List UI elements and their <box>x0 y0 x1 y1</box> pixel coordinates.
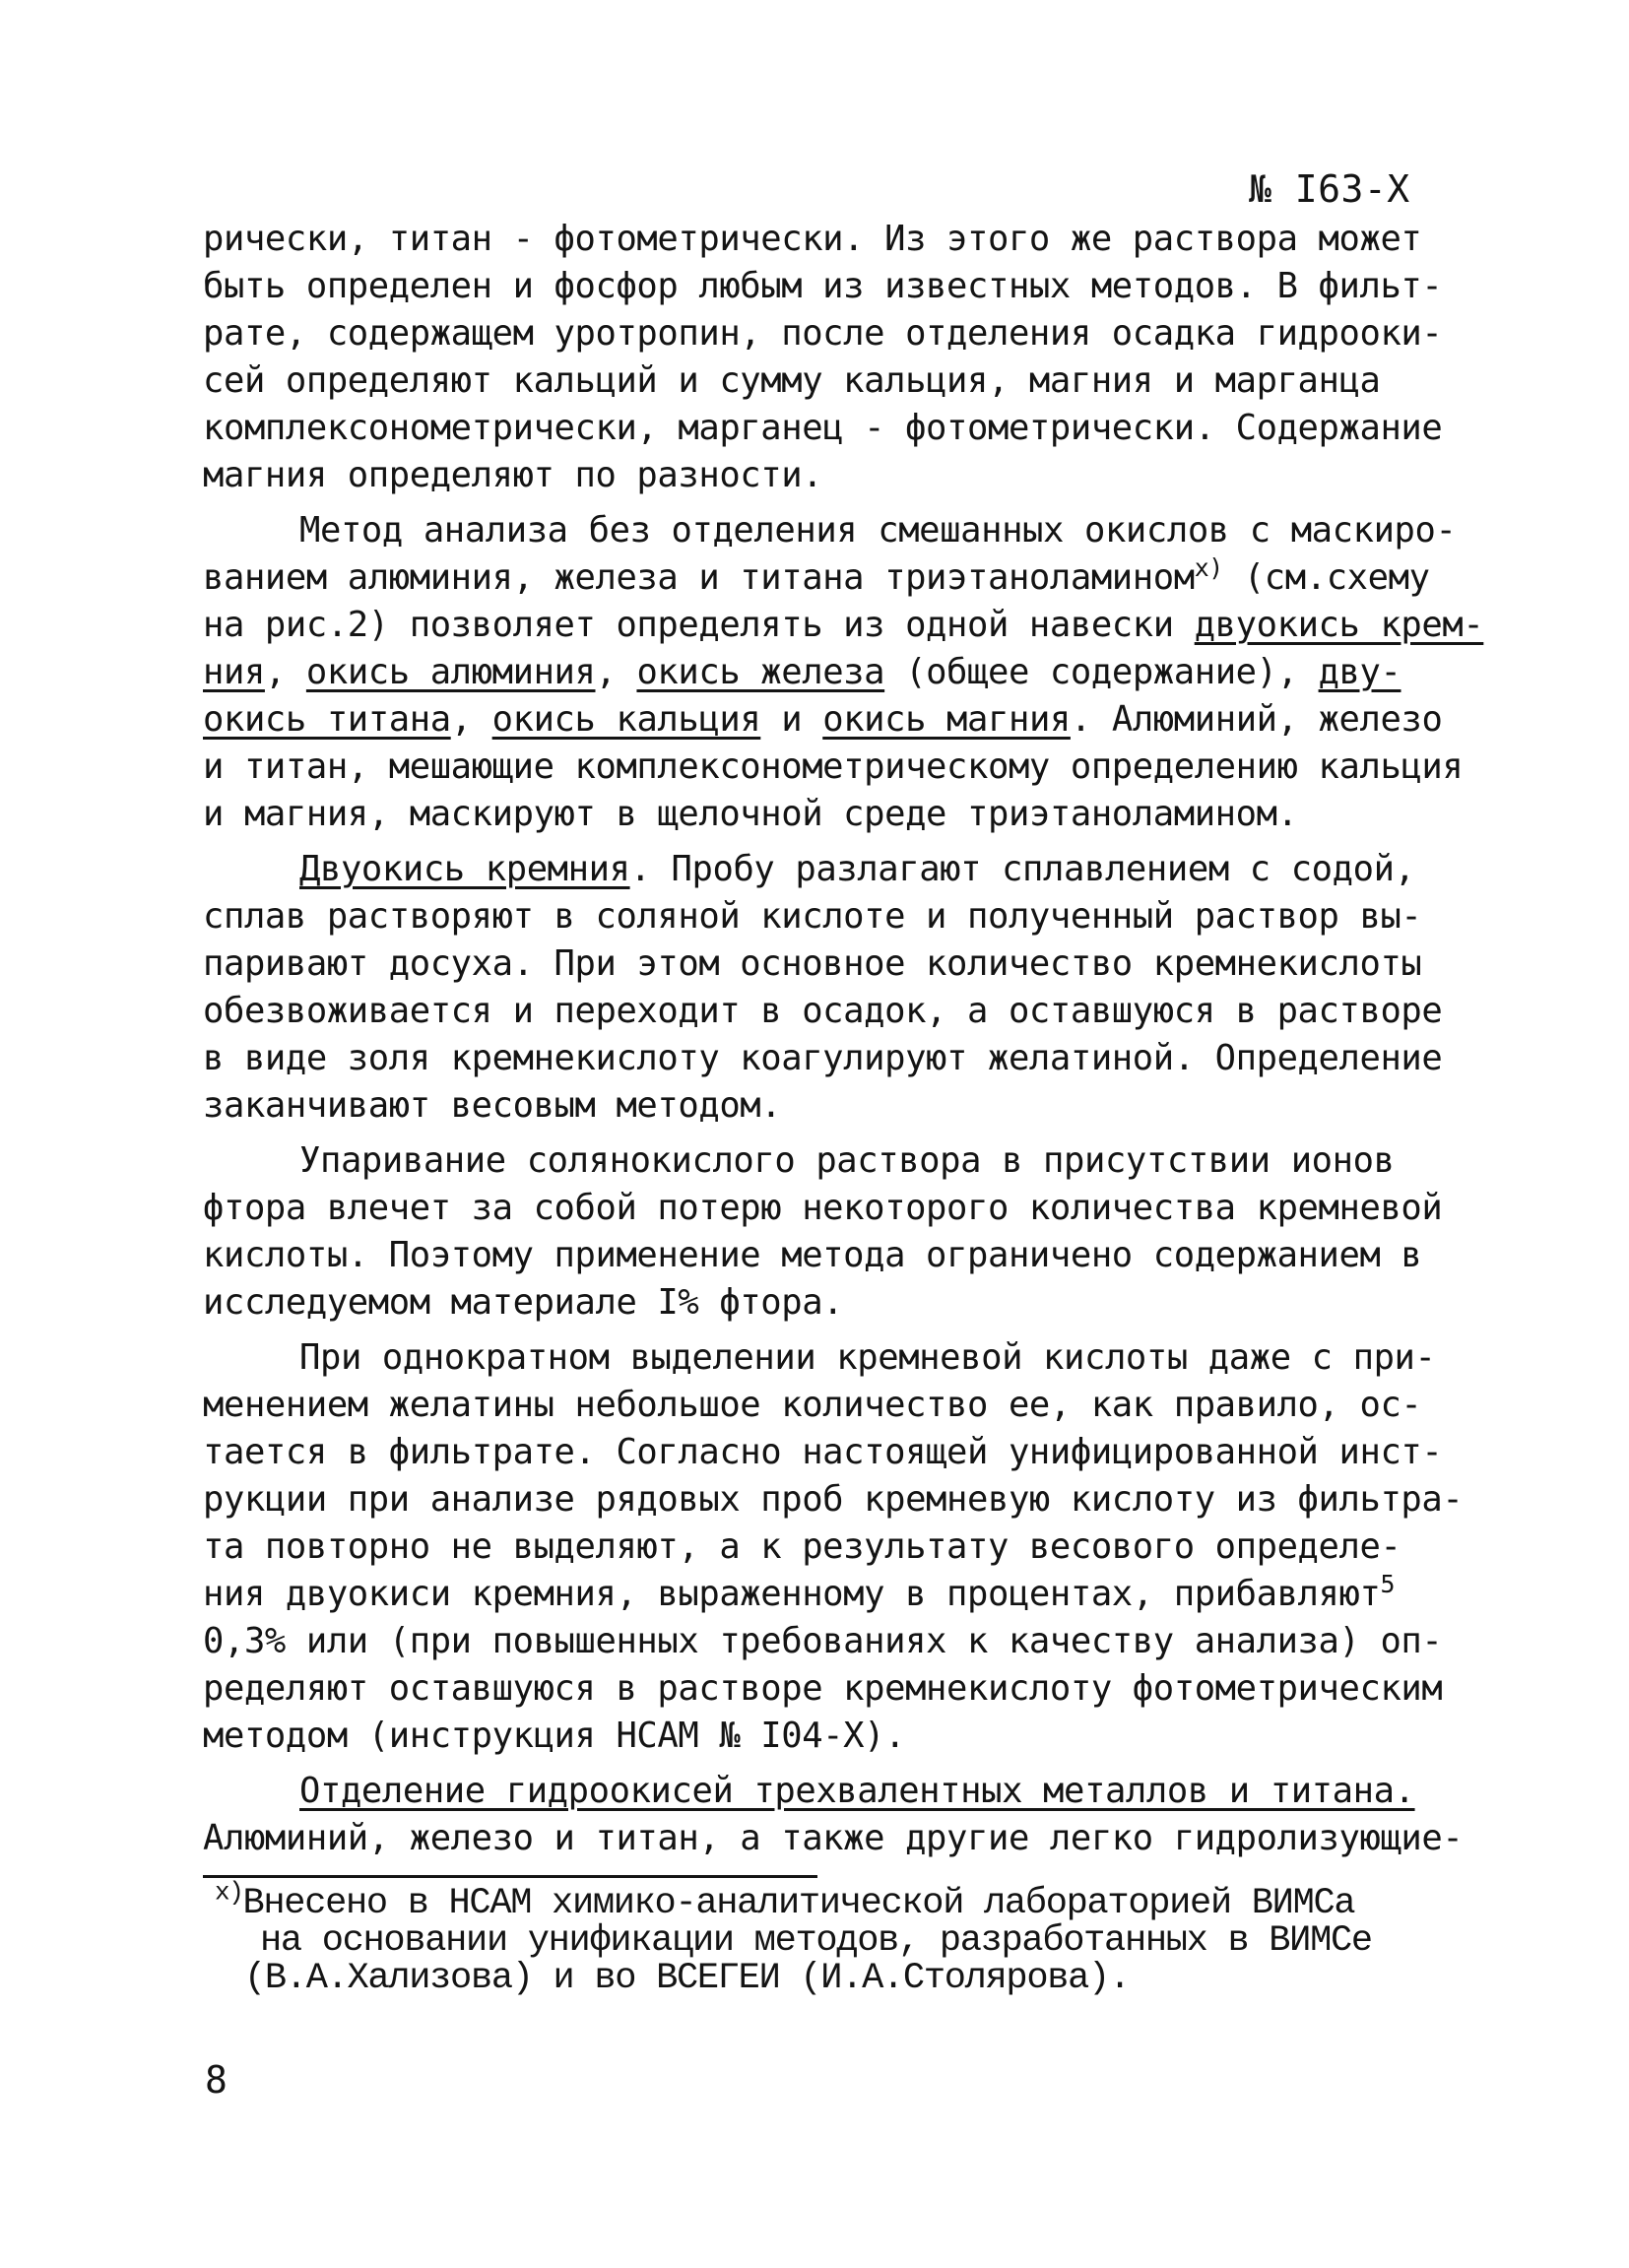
text-span: , <box>595 652 637 692</box>
text-line <box>203 553 1430 598</box>
margin-marker: 5 <box>1380 1570 1396 1599</box>
text-span: ванием алюминия, железа и титана триэтаноламином <box>203 557 1195 598</box>
text-line: сей определяют кальций и сумму кальция, магния и марганца <box>203 360 1381 401</box>
text-line: Упаривание солянокислого раствора в присутствии ионов <box>299 1140 1395 1181</box>
text-span: ния двуокиси кремния, выраженному в процентах, прибавляют <box>203 1574 1381 1614</box>
text-line: и титан, мешающие комплексонометрическому определению кальция <box>203 746 1464 787</box>
text-span: , <box>450 699 492 740</box>
footnote-line: (В.А.Хализова) и во ВСЕГЕИ (И.А.Столярова). <box>244 1958 1130 1999</box>
text-line <box>203 652 1401 692</box>
text-line: тается в фильтрате. Согласно настоящей унифицированной инст- <box>203 1432 1443 1472</box>
text-line <box>299 1771 1415 1811</box>
text-line: в виде золя кремнекислоту коагулируют желатиной. Определение <box>203 1038 1443 1078</box>
text-line: обезвоживается и переходит в осадок, а оставшуюся в растворе <box>203 991 1443 1031</box>
text-span: на рис.2) позволяет определять из одной навески <box>203 605 1195 645</box>
text-line: исследуемом материале I% фтора. <box>203 1282 844 1323</box>
text-line: менением желатины небольшое количество ее, как правило, ос- <box>203 1385 1422 1425</box>
text-line: 0,3% или (при повышенных требованиях к качеству анализа) оп- <box>203 1621 1443 1661</box>
text-line: сплав растворяют в соляной кислоте и полученный раствор вы- <box>203 896 1422 937</box>
text-line: заканчивают весовым методом. <box>203 1085 782 1126</box>
text-line: ределяют оставшуюся в растворе кремнекислоту фотометрическим <box>203 1668 1443 1709</box>
underlined-term: двуокись крем- <box>1194 605 1484 645</box>
text-span: . Пробу разлагают сплавлением с содой, <box>629 849 1415 889</box>
text-line: рате, содержащем уротропин, после отделения осадка гидрооки- <box>203 313 1443 354</box>
footnote-marker: х) <box>215 1877 243 1908</box>
footnote-marker: х) <box>1194 553 1223 583</box>
document-number: № I63-Х <box>1249 167 1410 211</box>
text-line: При однократном выделении кремневой кислоты даже с при- <box>299 1337 1436 1378</box>
text-span: , <box>264 652 306 692</box>
text-line: паривают досуха. При этом основное количество кремнекислоты <box>203 943 1422 984</box>
text-line: кислоты. Поэтому применение метода ограничено содержанием в <box>203 1235 1422 1275</box>
text-line <box>299 849 1415 889</box>
text-line <box>203 699 1442 740</box>
section-heading: Отделение гидроокисей трехвалентных металлов и титана. <box>299 1771 1415 1811</box>
text-line: та повторно не выделяют, а к результату весового определе- <box>203 1526 1401 1567</box>
footnote-line: на основании унификации методов, разработанных в ВИМСе <box>260 1920 1372 1962</box>
text-span: (общее содержание), <box>884 652 1319 692</box>
text-span: и <box>760 699 823 740</box>
text-span: . Алюминий, железо <box>1070 699 1443 740</box>
text-line: методом (инструкция НСАМ № I04-Х). <box>203 1716 906 1756</box>
underlined-term: дву- <box>1318 652 1401 692</box>
text-line: магния определяют по разности. <box>203 455 823 495</box>
text-span: (см.схему <box>1222 557 1430 598</box>
footnote-text: Внесено в НСАМ химико-аналитической лабораторией ВИМСа <box>242 1883 1355 1924</box>
text-line <box>203 605 1483 645</box>
text-line: и магния, маскируют в щелочной среде триэтаноламином. <box>203 794 1298 834</box>
text-line <box>203 1570 1396 1614</box>
text-line: комплексонометрически, марганец - фотометрически. Содержание <box>203 408 1443 448</box>
page-number: 8 <box>205 2058 228 2102</box>
underlined-term: ния <box>203 652 265 692</box>
text-line: быть определен и фосфор любым из известных методов. В фильт- <box>203 266 1443 306</box>
text-line: рически, титан - фотометрически. Из этого же раствора может <box>203 219 1422 259</box>
text-line: Метод анализа без отделения смешанных окислов с маскиро- <box>299 510 1457 551</box>
underlined-term: окись железа <box>636 652 885 692</box>
underlined-term: окись магния <box>822 699 1071 740</box>
footnote-rule <box>203 1875 817 1878</box>
text-line: фтора влечет за собой потерю некоторого количества кремневой <box>203 1188 1443 1228</box>
text-line: рукции при анализе рядовых проб кремневую кислоту из фильтра- <box>203 1479 1464 1520</box>
underlined-term: окись кальция <box>491 699 761 740</box>
underlined-term: окись титана <box>203 699 451 740</box>
underlined-term: окись алюминия <box>305 652 596 692</box>
text-line: Алюминий, железо и титан, а также другие легко гидролизующие- <box>203 1818 1464 1858</box>
footnote-line <box>215 1877 1355 1924</box>
section-heading: Двуокись кремния <box>299 849 630 889</box>
